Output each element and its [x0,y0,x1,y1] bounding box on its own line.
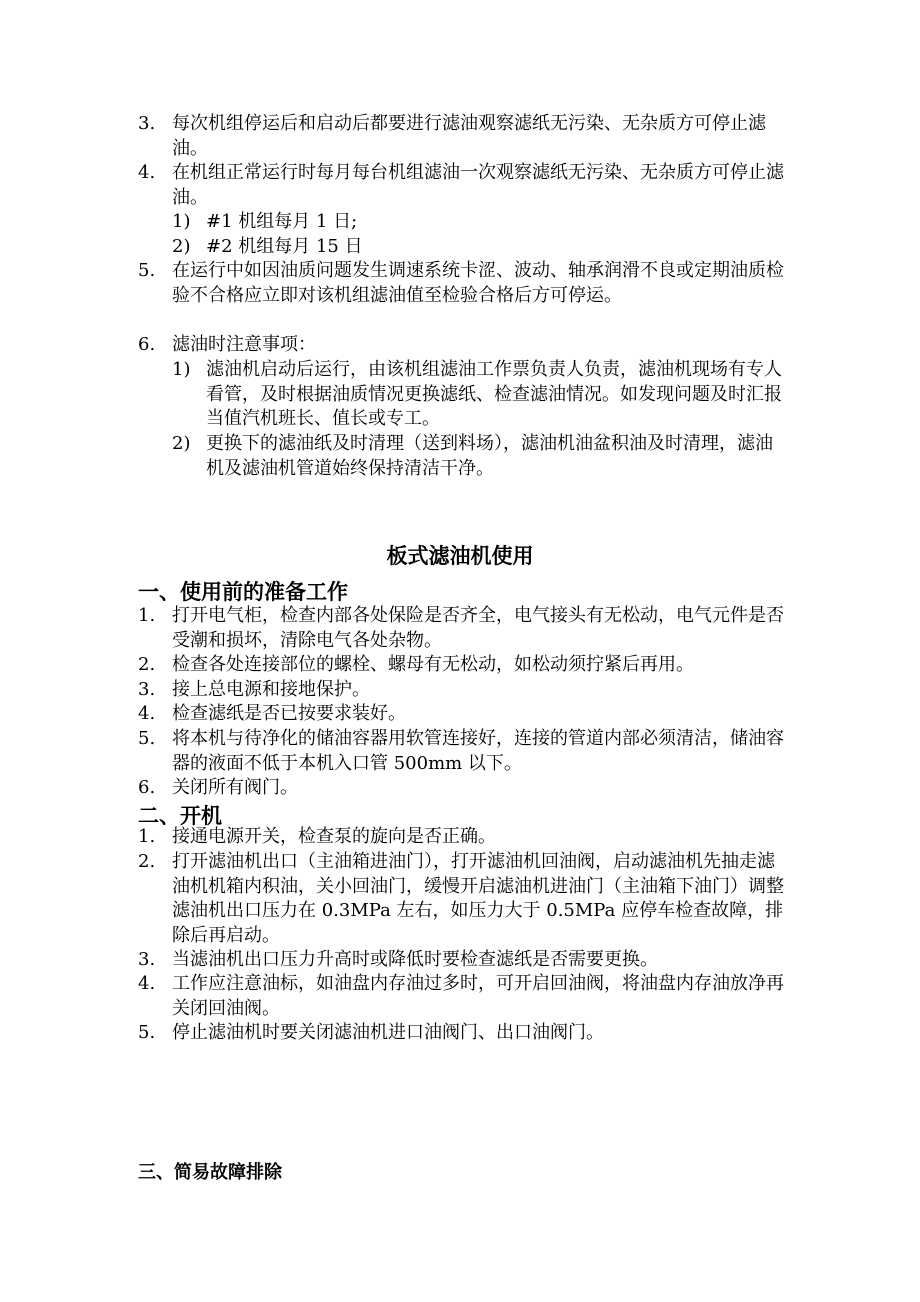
item-number: 2. [138,851,156,872]
item-text: 将本机与待净化的储油容器用软管连接好，连接的管道内部必须清洁，储油容器的液面不低于本机入口管 500mm 以下。 [172,728,784,774]
sub-item-number: 2) [172,433,191,454]
item-text: 停止滤油机时要关闭滤油机进口油阀门、出口油阀门。 [172,1022,604,1043]
item-number: 3. [138,679,156,700]
item-text: 接通电源开关，检查泵的旋向是否正确。 [172,826,496,847]
item-text: 滤油时注意事项： [172,334,316,355]
list-item [138,112,788,161]
item-text: 关闭所有阀门。 [172,777,298,798]
list-item [138,1021,788,1046]
item-text: 每次机组停运后和启动后都要进行滤油观察滤纸无污染、无杂质方可停止滤油。 [172,113,766,159]
item-number: 6. [138,334,156,355]
sub-item-text: 更换下的滤油纸及时清理（送到料场），滤油机油盆积油及时清理，滤油机及滤油机管道始终保持清洁干净。 [206,433,773,479]
list-item [138,702,788,727]
item-number: 5. [138,260,156,281]
item-number: 1. [138,826,156,847]
sub-item-text: #1 机组每月 1 日; [206,211,358,232]
section-heading-preparation: 一、使用前的准备工作 [138,580,348,604]
list-item [138,948,788,973]
page-title: 板式滤油机使用 [386,544,534,568]
sub-item-number: 2) [172,236,191,257]
sub-list-item [172,432,788,481]
list-item [138,850,788,948]
list-item [138,604,788,653]
list-item [138,333,788,358]
list-item [138,776,788,801]
item-number: 3. [138,949,156,970]
sub-list-item [172,210,788,235]
item-text: 在运行中如因油质问题发生调速系统卡涩、波动、轴承润滑不良或定期油质检验不合格应立即对该机组滤油值至检验合格后方可停运。 [172,260,784,306]
item-text: 当滤油机出口压力升高时或降低时要检查滤纸是否需要更换。 [172,949,658,970]
item-text: 打开滤油机出口（主油箱进油门），打开滤油机回油阀，启动滤油机先抽走滤油机机箱内积油，关小回油门，缓慢开启滤油机进油门（主油箱下油门）调整滤油机出口压力在 0.3MPa 左右，如压力大于 0.5MPa 应停车检查故障，排除后再启动。 [172,851,784,946]
item-number: 5. [138,728,156,749]
sub-list-item [172,235,788,260]
item-number: 1. [138,605,156,626]
list-item [138,727,788,776]
sub-list-item [172,358,788,432]
item-text: 检查滤纸是否已按要求装好。 [172,703,406,724]
item-text: 打开电气柜，检查内部各处保险是否齐全，电气接头有无松动，电气元件是否受潮和损坏，清除电气各处杂物。 [172,605,784,651]
item-number: 3. [138,113,156,134]
item-number: 2. [138,654,156,675]
sub-item-number: 1) [172,211,191,232]
item-number: 4. [138,703,156,724]
item-text: 检查各处连接部位的螺栓、螺母有无松动，如松动须拧紧后再用。 [172,654,694,675]
section-heading-troubleshooting: 三、简易故障排除 [138,1162,282,1183]
sub-item-text: #2 机组每月 15 日 [206,236,363,257]
sub-item-number: 1) [172,359,191,380]
list-item [138,678,788,703]
list-item [138,825,788,850]
item-number: 5. [138,1022,156,1043]
section-heading-startup: 二、开机 [138,804,222,828]
item-number: 4. [138,162,156,183]
item-text: 工作应注意油标，如油盘内存油过多时，可开启回油阀，将油盘内存油放净再关闭回油阀。 [172,973,784,1019]
item-text: 接上总电源和接地保护。 [172,679,370,700]
list-item [138,653,788,678]
list-item [138,161,788,210]
list-item [138,259,788,308]
item-text: 在机组正常运行时每月每台机组滤油一次观察滤纸无污染、无杂质方可停止滤油。 [172,162,784,208]
list-item [138,972,788,1021]
item-number: 6. [138,777,156,798]
sub-item-text: 滤油机启动后运行，由该机组滤油工作票负责人负责，滤油机现场有专人看管，及时根据油质情况更换滤纸、检查滤油情况。如发现问题及时汇报当值汽机班长、值长或专工。 [206,359,782,429]
item-number: 4. [138,973,156,994]
